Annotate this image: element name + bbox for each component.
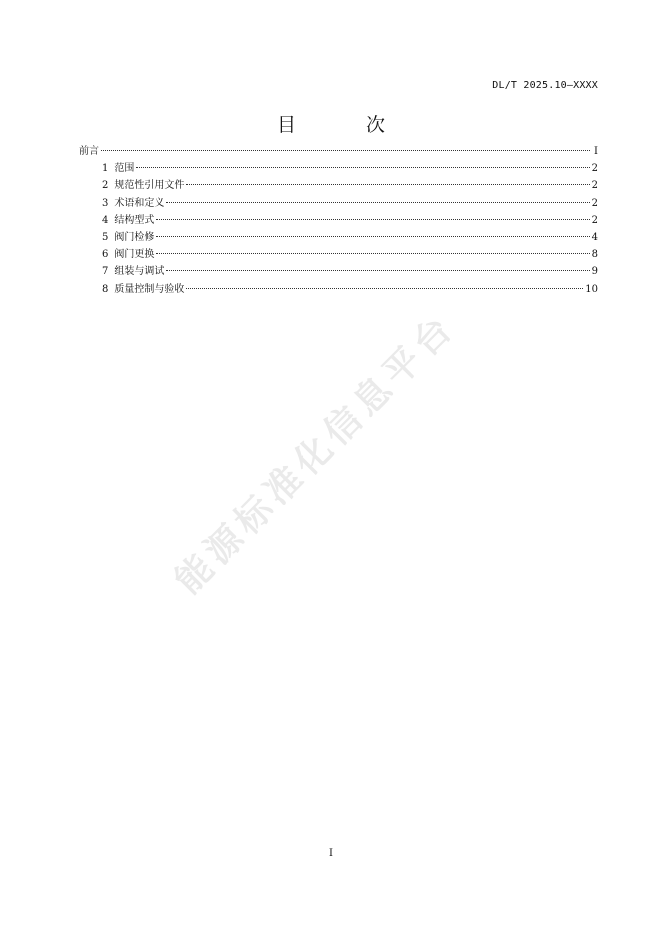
dot-leader	[156, 219, 589, 220]
toc-entry-number: 1	[102, 163, 109, 175]
toc-entry-label: 阀门检修	[114, 231, 155, 243]
toc-entry-page: 2	[591, 180, 598, 192]
dot-leader	[186, 288, 583, 289]
toc-entry-label: 前言	[79, 146, 99, 157]
toc-entry-number: 3	[102, 197, 109, 209]
toc-title: 目 次	[276, 114, 418, 136]
dot-leader	[156, 253, 589, 254]
dot-leader	[166, 270, 589, 271]
toc-entry-preface[interactable]	[79, 143, 598, 160]
table-of-contents	[79, 143, 598, 298]
toc-entry-number: 8	[102, 283, 109, 295]
toc-entry-valve-overhaul[interactable]	[79, 229, 598, 246]
toc-entry-scope[interactable]	[79, 160, 598, 177]
toc-entry-quality-control[interactable]	[79, 281, 598, 298]
toc-entry-page: I	[594, 146, 598, 157]
toc-entry-label: 范围	[114, 163, 135, 175]
toc-entry-label: 阀门更换	[114, 249, 155, 261]
watermark: 能源标准化信息平台	[167, 305, 464, 603]
toc-entry-number: 5	[102, 231, 109, 243]
page-number: I	[329, 848, 333, 859]
toc-entry-page: 8	[591, 249, 598, 261]
dot-leader	[136, 167, 589, 168]
toc-entry-page: 10	[585, 283, 598, 295]
dot-leader	[186, 184, 589, 185]
toc-entry-number: 7	[102, 266, 109, 278]
toc-entry-label: 规范性引用文件	[114, 180, 185, 192]
toc-entry-terms-definitions[interactable]	[79, 195, 598, 212]
toc-entry-page: 9	[591, 266, 598, 278]
toc-entry-assembly-commissioning[interactable]	[79, 263, 598, 280]
toc-entry-label: 术语和定义	[114, 197, 165, 209]
toc-entry-page: 2	[591, 197, 598, 209]
toc-entry-label: 质量控制与验收	[114, 283, 185, 295]
toc-entry-structure-type[interactable]	[79, 212, 598, 229]
dot-leader	[166, 202, 589, 203]
dot-leader	[101, 150, 590, 151]
dot-leader	[156, 236, 589, 237]
toc-entry-label: 结构型式	[114, 214, 155, 226]
toc-entry-normative-references[interactable]	[79, 177, 598, 194]
toc-entry-label: 组装与调试	[114, 266, 165, 278]
toc-entry-page: 2	[591, 214, 598, 226]
document-code: DL/T 2025.10—XXXX	[492, 80, 598, 91]
toc-entry-valve-replacement[interactable]	[79, 246, 598, 263]
toc-entry-page: 4	[591, 231, 598, 243]
toc-entry-number: 6	[102, 249, 109, 261]
toc-entry-number: 4	[102, 214, 109, 226]
toc-entry-page: 2	[591, 163, 598, 175]
toc-entry-number: 2	[102, 180, 109, 192]
